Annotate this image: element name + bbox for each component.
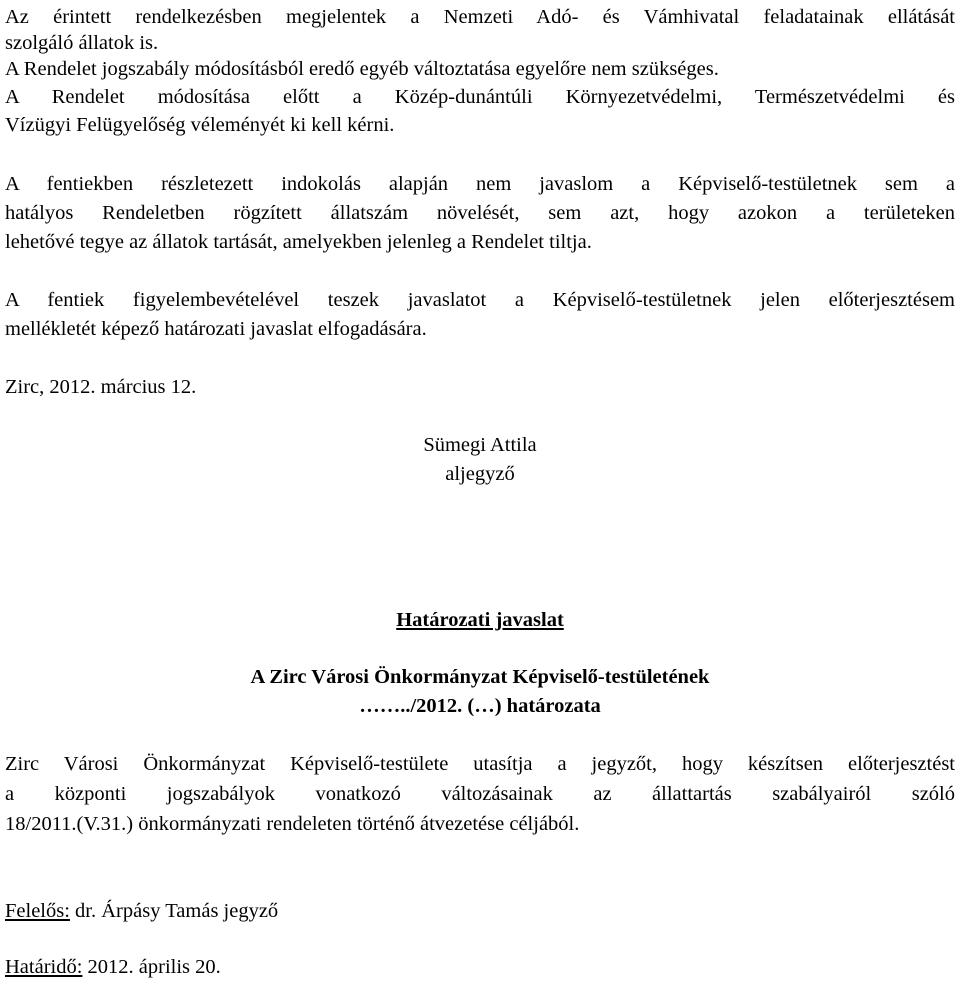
resolution-number: ……../2012. (…) határozata (359, 695, 601, 717)
resolution-body-title: A Zirc Városi Önkormányzat Képviselő-testületének (250, 666, 710, 688)
text-line: Zirc Városi Önkormányzat Képviselő-testülete utasítja a jegyzőt, hogy készítsen előterjesztést (5, 753, 955, 775)
text-line: hatályos Rendeletben rögzített állatszám növelését, sem azt, hogy azokon a területeken (5, 202, 955, 224)
text-line: A fentiekben részletezett indokolás alapján nem javaslom a Képviselő-testületnek sem a (5, 173, 955, 195)
responsible-line (5, 898, 955, 924)
deadline-label: Határidő: (5, 956, 83, 978)
responsible-value: dr. Árpásy Tamás jegyző (69, 900, 279, 922)
text-line: Vízügyi Felügyelőség véleményét ki kell kérni. (5, 114, 395, 136)
deadline-value: 2012. április 20. (82, 956, 221, 978)
signature-name: Sümegi Attila (423, 434, 537, 456)
text-line: A Rendelet jogszabály módosításból eredő egyéb változtatása egyelőre nem szükséges. (5, 58, 719, 80)
text-line: mellékletét képező határozati javaslat elfogadására. (5, 318, 427, 340)
text-line: a központi jogszabályok vonatkozó változásainak az állattartás szabályairól szóló (5, 783, 955, 805)
responsible-label: Felelős: (5, 900, 70, 922)
resolution-heading: Határozati javaslat (396, 609, 564, 631)
text-line: lehetővé tegye az állatok tartását, amelyekben jelenleg a Rendelet tiltja. (5, 231, 592, 253)
text-line: 18/2011.(V.31.) önkormányzati rendeleten történő átvezetése céljából. (5, 813, 580, 835)
text-line: Az érintett rendelkezésben megjelentek a Nemzeti Adó- és Vámhivatal feladatainak ellátását (5, 6, 955, 28)
text-line: szolgáló állatok is. (5, 32, 159, 54)
signature-title: aljegyző (445, 463, 515, 485)
text-line: A Rendelet módosítása előtt a Közép-dunántúli Környezetvédelmi, Természetvédelmi és (5, 86, 955, 108)
deadline-line (5, 954, 955, 980)
text-line: A fentiek figyelembevételével teszek javaslatot a Képviselő-testületnek jelen előterjesztésem (5, 289, 955, 311)
date-line: Zirc, 2012. március 12. (5, 376, 197, 398)
